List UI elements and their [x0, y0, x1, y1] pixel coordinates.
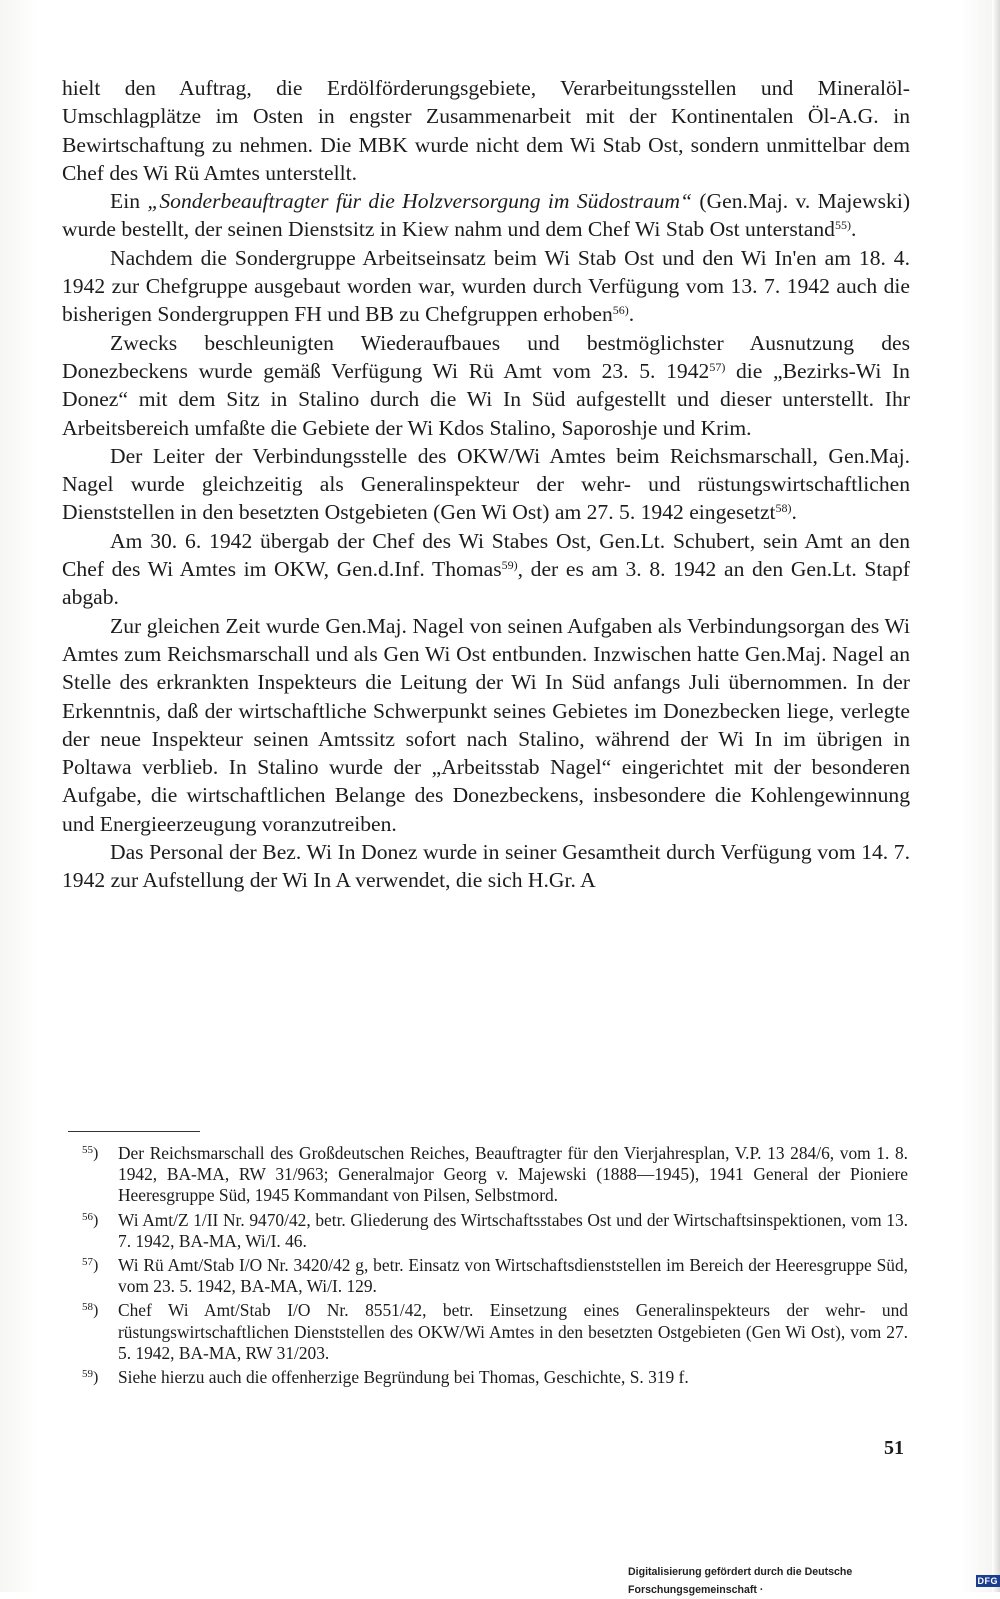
- dfg-logo-icon: DFG: [976, 1575, 1000, 1587]
- body-paragraph: [62, 74, 910, 187]
- footnote-number-value: 59: [82, 1368, 93, 1380]
- footnote-separator-rule: [68, 1131, 200, 1132]
- footnote-text: Siehe hierzu auch die offenherzige Begründung bei Thomas, Geschichte, S. 319 f.: [118, 1367, 908, 1388]
- body-paragraph: [62, 329, 910, 442]
- footnote-number-value: 58: [82, 1301, 93, 1313]
- footnote-number: $^{59}$): [82, 1367, 118, 1388]
- footnote-reference: 58): [776, 501, 792, 515]
- paragraph-text: .: [792, 500, 797, 524]
- footnote-item: [82, 1210, 908, 1252]
- footnote-number-value: 56: [82, 1211, 93, 1223]
- footnote-item: [82, 1143, 908, 1207]
- body-paragraph: [62, 187, 910, 244]
- body-paragraph: [62, 527, 910, 612]
- footnote-text: Wi Amt/Z 1/II Nr. 9470/42, betr. Gliederung des Wirtschaftsstabes Ost und der Wirtschaftsinspektionen, vom 13. 7. 1942, BA-MA, Wi/I. 46.: [118, 1210, 908, 1252]
- paragraph-text: hielt den Auftrag, die Erdölförderungsgebiete, Verarbeitungsstellen und Mineralöl-Umschlagplätze im Osten in engster Zusammenarbeit mit der Kontinentalen Öl-A.G. in Bewirtschaftung zu nehmen. Die MBK wurde nicht dem Wi Stab Ost, sondern unmittelbar dem Chef des Wi Rü Amtes unterstellt.: [62, 76, 910, 185]
- footnote-item: [82, 1300, 908, 1364]
- footnote-item: [82, 1367, 908, 1388]
- footnote-number: $^{55}$): [82, 1143, 118, 1207]
- page-edge-shadow: [992, 0, 1000, 1592]
- footnote-number: $^{57}$): [82, 1255, 118, 1297]
- footnote-reference: 56): [613, 303, 629, 317]
- footnote-item: [82, 1255, 908, 1297]
- body-paragraph: [62, 244, 910, 329]
- footnote-text: Chef Wi Amt/Stab I/O Nr. 8551/42, betr. Einsetzung eines Generalinspekteurs der wehr- und rüstungswirtschaftlichen Dienststellen des OKW/Wi Amtes in den besetzten Ostgebieten (Gen Wi Ost), vom 27. 5. 1942, BA-MA, RW 31/203.: [118, 1300, 908, 1364]
- digitization-credit-text: Digitalisierung gefördert durch die Deutsche Forschungsgemeinschaft ·: [628, 1563, 972, 1599]
- paragraph-text: Der Leiter der Verbindungsstelle des OKW/Wi Amtes beim Reichsmarschall, Gen.Maj. Nagel wurde gleichzeitig als Generalinspekteur der wehr- und rüstungswirtschaftlichen Dienststellen in den besetzten Ostgebieten (Gen Wi Ost) am 27. 5. 1942 eingesetzt: [62, 444, 910, 525]
- body-paragraph: [62, 838, 910, 895]
- paragraph-text: Zur gleichen Zeit wurde Gen.Maj. Nagel von seinen Aufgaben als Verbindungsorgan des Wi Amtes zum Reichsmarschall und als Gen Wi Ost entbunden. Inzwischen hatte Gen.Maj. Nagel an Stelle des erkrankten Inspekteurs die Leitung der Wi In Süd anfangs Juli übernommen. In der Erkenntnis, daß der wirtschaftliche Schwerpunkt seines Gebietes im Donezbecken liege, verlegte der neue Inspekteur seinen Amtssitz sofort nach Stalino, während der Wi In im übrigen in Poltawa verblieb. In Stalino wurde der „Arbeitsstab Nagel“ eingerichtet mit der besonderen Aufgabe, die wirtschaftlichen Belange des Donezbeckens, insbesondere die Kohlengewinnung und Energieerzeugung voranzutreiben.: [62, 614, 910, 836]
- footnote-number-value: 55: [82, 1144, 93, 1156]
- paragraph-text: .: [629, 302, 634, 326]
- body-paragraph: [62, 612, 910, 838]
- paragraph-text: Am 30. 6. 1942 übergab der Chef des Wi Stabes Ost, Gen.Lt. Schubert, sein Amt an den Chef des Wi Amtes im OKW, Gen.d.Inf. Thomas: [62, 529, 910, 581]
- paragraph-text: Das Personal der Bez. Wi In Donez wurde in seiner Gesamtheit durch Verfügung vom 14. 7. 1942 zur Aufstellung der Wi In A verwendet, die sich H.Gr. A: [62, 840, 910, 892]
- footnote-number: $^{56}$): [82, 1210, 118, 1252]
- footnote-text: Wi Rü Amt/Stab I/O Nr. 3420/42 g, betr. Einsatz von Wirtschaftsdienststellen im Bereich der Heeresgruppe Süd, vom 23. 5. 1942, BA-MA, Wi/I. 129.: [118, 1255, 908, 1297]
- footnote-number-value: 57: [82, 1256, 93, 1268]
- digitization-credit-banner: [628, 1572, 1000, 1590]
- paragraph-text: .: [851, 217, 856, 241]
- paragraph-text: Zwecks beschleunigten Wiederaufbaues und bestmöglichster Ausnutzung des Donezbeckens wurde gemäß Verfügung Wi Rü Amt vom 23. 5. 1942: [62, 331, 910, 383]
- page-number: 51: [884, 1437, 904, 1460]
- main-body-text: [62, 74, 910, 895]
- paragraph-text: die „Bezirks-Wi In Donez“ mit dem Sitz in Stalino durch die Wi In Süd aufgestellt und dieser unterstellt. Ihr Arbeitsbereich umfaßte die Gebiete der Wi Kdos Stalino, Saporoshje und Krim.: [62, 359, 910, 440]
- footnote-reference: 59): [502, 558, 518, 572]
- paragraph-text: Ein: [110, 189, 147, 213]
- footnotes-section: [82, 1143, 908, 1391]
- paragraph-text: (Gen.Maj. v. Majewski) wurde bestellt, der seinen Dienstsitz in Kiew nahm und dem Chef Wi Stab Ost unterstand: [62, 189, 910, 241]
- paragraph-text: , der es am 3. 8. 1942 an den Gen.Lt. Stapf abgab.: [62, 557, 910, 609]
- emphasized-text: „Sonderbeauftragter für die Holzversorgung im Südostraum“: [147, 189, 692, 213]
- footnote-number: $^{58}$): [82, 1300, 118, 1364]
- footnote-text: Der Reichsmarschall des Großdeutschen Reiches, Beauftragter für den Vierjahresplan, V.P. 13 284/6, vom 1. 8. 1942, BA-MA, RW 31/963; Generalmajor Georg v. Majewski (1888—1945), 1941 General der Pioniere Heeresgruppe Süd, 1945 Kommandant von Pilsen, Selbstmord.: [118, 1143, 908, 1207]
- paragraph-text: Nachdem die Sondergruppe Arbeitseinsatz beim Wi Stab Ost und den Wi In'en am 18. 4. 1942 zur Chefgruppe ausgebaut worden war, wurden durch Verfügung vom 13. 7. 1942 auch die bisherigen Sondergruppen FH und BB zu Chefgruppen erhoben: [62, 246, 910, 327]
- footnote-reference: 55): [835, 218, 851, 232]
- footnote-reference: 57): [709, 360, 725, 374]
- body-paragraph: [62, 442, 910, 527]
